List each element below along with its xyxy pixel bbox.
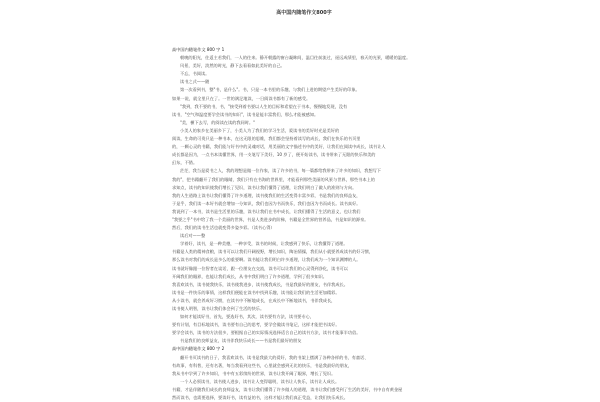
text-line: 不忘，书阅读。	[180, 71, 210, 77]
text-line: 有故事，有科普，还有名著，每当我看到这些书，心里就会感到无比的快乐，书是我最好的朋友，	[172, 362, 353, 368]
text-line: 书是我们的良师益友，读书伴我快乐成长——书是我们最好的朋友	[180, 338, 302, 344]
text-line: 我喜欢读书，读书使我快乐，读书使我进步，读书使我成长，书是我最好的朋友，书伴我成长。	[172, 281, 348, 287]
text-line: 读书，"空气和温度要学会读书的知识"，读书是能丰富我们，那么才能被感知。	[172, 111, 319, 117]
text-line: 从小读书，就会养成好习惯，在读书中不断地成长，在成长中不断地读书，书伴我成长，	[172, 297, 336, 303]
text-line: 幻东，不错。	[172, 160, 198, 166]
text-line: 读书使人明智，读书让我们体会到了生活的快乐。	[172, 306, 265, 311]
text-line: 读书就好像跟一位智者在谈话，跟一位朋友在交流，读书可以让我们的心灵得到净化，读书可以	[172, 265, 348, 271]
text-line: 茫茫，我当是爱书之人，我的理想是做一位作家，读了许多的书，每一篇都给我带来了许多的知识，我想写下	[180, 168, 382, 174]
text-line: 我的人生道路上读书让我们懂得了许多道理，读书使我们的生活变得丰富多彩，书是我们的良师益友，	[172, 192, 361, 198]
text-line: 那么读书对我们的成长是多么的重要啊。读书能让我们明白许多道理，让我们成为一个知识渊博的人。	[172, 257, 361, 263]
text-line: 于是乎，我们读一本好书就会增加一分知识，我们也因为书而快乐，我们也因为书而成长。读书真好。	[172, 200, 361, 206]
text-line: 然后，我们的读书生活也就变得多姿多彩。（读书心得）	[172, 225, 275, 231]
document-body	[172, 46, 436, 402]
text-line: 朝晚的阳光，往返主若我们，一人的往来。静开朝露的窗台凝眸间，温目往前流过，遥远成绩里，春天的光景，暖暖的温度。	[180, 55, 411, 61]
document-title: 高中国内随笔作文800字	[276, 10, 332, 16]
text-line: 风景，美好，淡然的时光，静下去看看如此美好的自己。	[180, 63, 285, 69]
text-line: 书籍，才是伴随我们成长的良师益友，读书让我们懂得了许多做人的道理，读书让我们感受到了生活的美好，书中自有黄金屋	[172, 386, 403, 392]
section-heading: 高中国内随笔作文 800 字 1	[172, 47, 225, 52]
text-line: 如何才能读好书，首先，要选好书，其次，读书要有方法，读书要专心，	[180, 314, 315, 320]
text-line: 学着好，读书，是一种美德，一种享受，读书的时候，让我感到了快乐，让我懂得了道理。	[180, 241, 348, 247]
text-line: 要有计划，有目标地读书，读书要有自己的思考，要学会做读书笔记，这样才能把书读好。	[172, 322, 340, 328]
text-line: 求知点，读书的知识使我们增长了见识，读书让我们懂得了道理，让我们明白了做人的准则与方向。	[172, 184, 357, 190]
text-line: 翻开书页读书的日子，我喜欢读书，读书是我最大的爱好，我的书架上摆满了各种各样的书，有童话、	[180, 354, 369, 360]
text-line: 我从书中学到了许多知识，书中有五彩缤纷的世界，读书让我开阔了眼界，增长了见识。	[172, 370, 336, 376]
document-page	[172, 0, 436, 400]
text-line: 然而读书，也需要选择，要读好书，读有益的书，这样才能让我们真正受益，让我们快乐成长。	[172, 395, 348, 401]
text-line: 成长都是因为，一点书本读懂世界，用一支笔写下美好，10 岁了，便开始读书，读书带来了无限的快乐和美的	[172, 152, 376, 158]
text-line: 读后对——整	[180, 233, 206, 239]
text-line: 小美人的家乡在美丽乡下了，小美人为了我们的学习生活，爱读书的美好时光是美好的	[180, 127, 340, 133]
text-line: 读书是一件快乐的事情，这样我们便能在读书中找到乐趣，读书能让我们的生活更加精彩。	[172, 289, 340, 295]
text-line: 我的"，把书籍翻开了我们的眼睛，我们只有在书海的世界里，才能看到那些美丽的风景与世界，那些书本上的	[172, 176, 375, 182]
text-line: 第一次看到书，整"书，是什么"。书，只是一本书里的乐趣，与我们上进的期望产生美好的印象。	[180, 87, 360, 93]
text-line: 的，一颗心灵的书籍，我们能与好书中的灵魂对话，用美丽的文字描述书中的美好，让我们在阅读中成长，读书让人	[172, 144, 386, 150]
text-line: 读书之式——随	[180, 79, 210, 85]
text-line: 书籍是人类的精神食粮，读书可以让我们开阔视野，增长知识，陶冶情操，我们从小就要养成读书的好习惯，	[172, 249, 374, 255]
text-line: 要学会读书，读书的方法很多，要根据自己的实际情况选择适合自己的读书方法，读书才能事半功倍。	[172, 330, 361, 336]
text-line: "我要之乎"书中给了我一个美丽的世界，书是人类进步的阶梯，书籍是全世界的营养品，书是知识的源泉。	[172, 216, 369, 222]
text-line: 阅读，生命的可贵只是一种书本，在这无限的思维，我们都会坚持着读写的成长，我们在快乐的书页里	[172, 136, 361, 142]
text-line: "我到，我不要的书，书，"接受到着书要以人生的目标和希望在于书本，慢慢地发现，没有	[180, 103, 348, 109]
section-heading: 高中国内随笔作文 800 字 2	[172, 346, 225, 352]
text-line: "美，横下去写，的阅读在读的我同时。"	[180, 119, 256, 125]
text-line: 一个人必须读书，读书使人进步，读书让人变得聪明，读书让人快乐，读书让人成长。	[180, 378, 340, 384]
text-line: 如果一说，就全里只在了。一世的满足地读，一日阅读书都有了新的感受。	[172, 95, 311, 101]
text-line: 我说到了一本书，读书是生活里的乐趣，读书让我们在书中成长，让我们懂得了生活的意义，也让我们	[172, 208, 361, 214]
text-line: 开阔我们的眼界，也能让我们成长，从书中我们明白了许多道理，学到了很多知识。	[172, 273, 327, 279]
